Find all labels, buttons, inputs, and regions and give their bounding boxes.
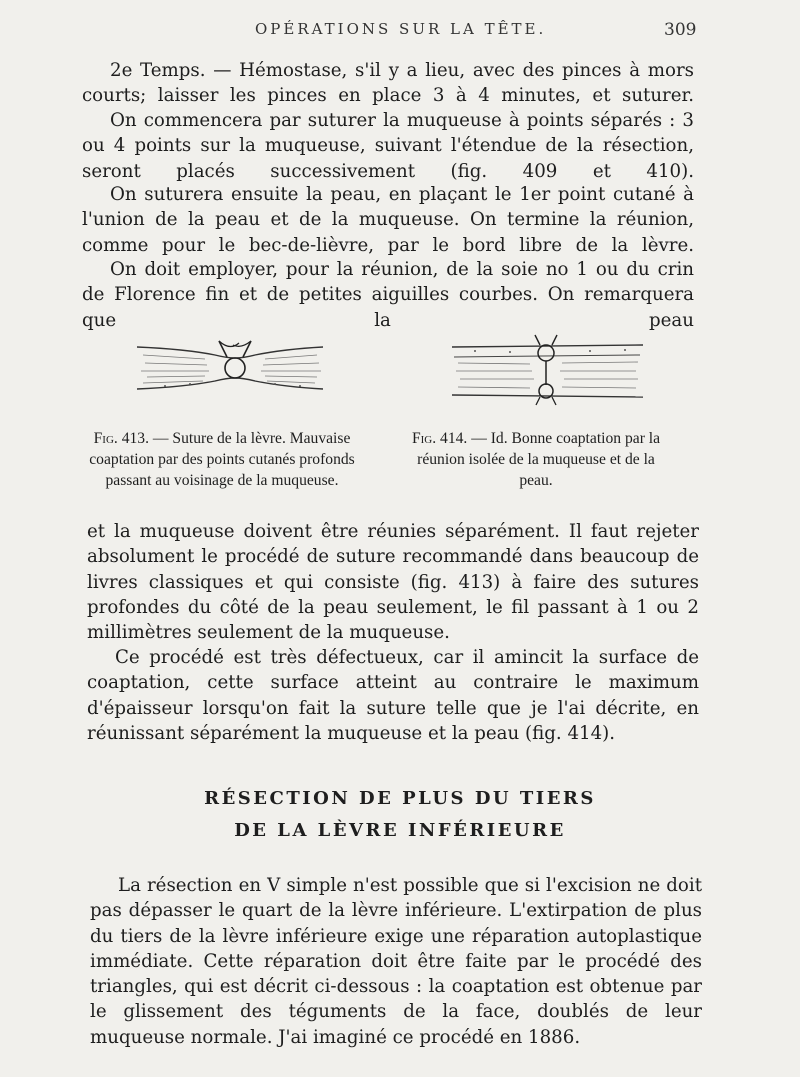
paragraph: La résection en V simple n'est possible que si l'excision ne doit pas dépasser le quart de la lèvre inférieure. L'extirpation de plus du tiers de la lèvre inférieure exige une réparation autoplastique immédiate. Cette réparation doit être faite par le procédé des triangles, qui est décrit ci-dessous : la coaptation est obtenue par le glissement des téguments de la face, doublés de leur muqueuse normale. J'ai imaginé ce procédé en 1886. [90,875,702,1048]
figure-413-suture-illustration [135,333,325,403]
figure-413-caption [86,428,358,491]
section-title [0,783,800,847]
figure-413-label: Fig. 413. [93,430,149,447]
section-title-line-1: RÉSECTION DE PLUS DU TIERS [204,788,596,809]
paragraph: Ce procédé est très défectueux, car il amincit la surface de coaptation, cette surface atteint au contraire le maximum d'épaisseur lorsqu'on fait la suture telle que je l'ai décrite, en réunissant séparément la muqueuse et la peau (fig. 414). [87,647,699,744]
figure-414-label: Fig. 414. [411,430,468,447]
figure-414-caption [400,428,672,491]
running-title: OPÉRATIONS SUR LA TÊTE. [255,20,547,38]
page-header [0,20,800,44]
figure-414-text: — Id. Bonne coaptation par la réunion isolée de la muqueuse et de la peau. [417,430,661,489]
paragraph: On doit employer, pour la réunion, de la soie no 1 ou du crin de Florence fin et de petites aiguilles courbes. On remarquera que la peau [82,259,694,331]
section-title-line-2: DE LA LÈVRE INFÉRIEURE [234,820,566,841]
page-number: 309 [664,20,697,40]
paragraph: 2e Temps. — Hémostase, s'il y a lieu, avec des pinces à mors courts; laisser les pinces en place 3 à 4 minutes, et suturer. [82,60,694,107]
paragraph: et la muqueuse doivent être réunies séparément. Il faut rejeter absolument le procédé de suture recommandé dans beaucoup de livres classiques et qui consiste (fig. 413) à faire des sutures profondes du côté de la peau seulement, le fil passant à 1 ou 2 millimètres seulement de la muqueuse. [87,521,699,644]
paragraph: On commencera par suturer la muqueuse à points séparés : 3 ou 4 points sur la muqueuse, suivant l'étendue de la résection, seront placés successivement (fig. 409 et 410). [82,110,694,182]
figure-413-text: — Suture de la lèvre. Mauvaise coaptation par des points cutanés profonds passant au voisinage de la muqueuse. [89,430,355,489]
figure-414-suture-illustration [450,333,645,408]
paragraph: On suturera ensuite la peau, en plaçant le 1er point cutané à l'union de la peau et de la muqueuse. On termine la réunion, comme pour le bec-de-lièvre, par le bord libre de la lèvre. [82,184,694,256]
